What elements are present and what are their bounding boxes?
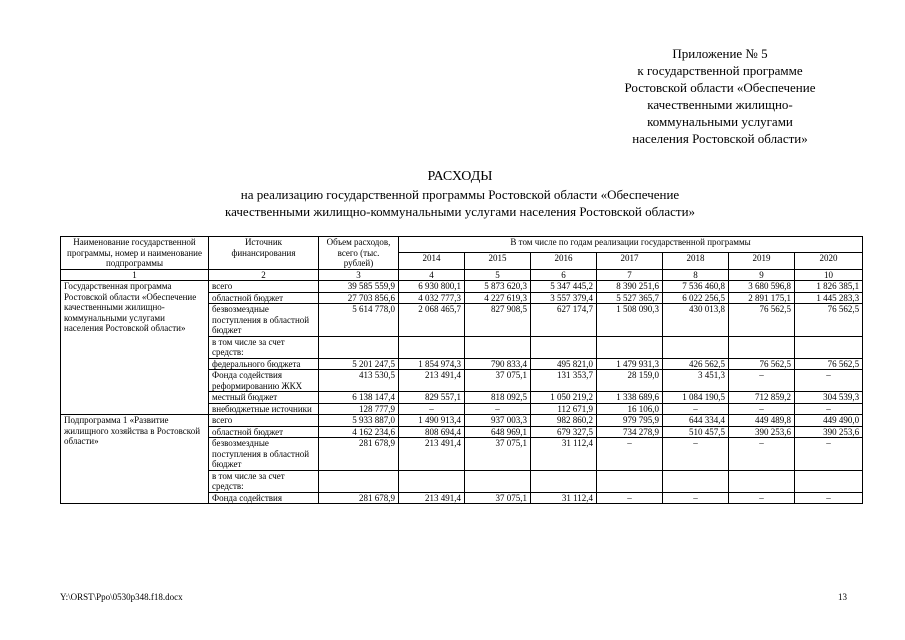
column-index: 9 — [729, 269, 795, 281]
year-value-cell: 430 013,8 — [663, 304, 729, 337]
appendix-line: к государственной программе — [637, 63, 803, 78]
funding-source-cell: внебюджетные источники — [209, 403, 319, 415]
year-value-cell: 304 539,3 — [795, 392, 863, 404]
year-value-cell — [663, 336, 729, 358]
year-value-cell: 790 833,4 — [465, 358, 531, 370]
header-year: 2017 — [597, 253, 663, 269]
column-index: 3 — [319, 269, 399, 281]
column-index-row — [61, 269, 863, 281]
year-value-cell: 5 527 365,7 — [597, 292, 663, 304]
footer-page-number: 13 — [838, 592, 847, 602]
appendix-line: коммунальными услугами — [647, 114, 793, 129]
header-year: 2020 — [795, 253, 863, 269]
year-value-cell: 2 891 175,1 — [729, 292, 795, 304]
expenses-table — [60, 236, 863, 504]
funding-source-cell: всего — [209, 281, 319, 293]
year-value-cell: – — [729, 438, 795, 471]
document-title: РАСХОДЫ — [427, 169, 493, 184]
year-value-cell: – — [663, 403, 729, 415]
year-value-cell: 937 003,3 — [465, 415, 531, 427]
year-value-cell: 213 491,4 — [399, 438, 465, 471]
column-index: 2 — [209, 269, 319, 281]
header-year: 2018 — [663, 253, 729, 269]
document-subtitle-line-1: на реализацию государственной программы Ростовской области «Обеспечение — [240, 187, 680, 202]
funding-source-cell: безвозмездные поступления в областной бюджет — [209, 304, 319, 337]
year-value-cell: 390 253,6 — [729, 426, 795, 438]
year-value-cell: 31 112,4 — [531, 492, 597, 504]
funding-source-cell: в том числе за счет средств: — [209, 336, 319, 358]
year-value-cell: 3 557 379,4 — [531, 292, 597, 304]
year-value-cell: 5 347 445,2 — [531, 281, 597, 293]
total-value-cell: 27 703 856,6 — [319, 292, 399, 304]
column-index: 6 — [531, 269, 597, 281]
funding-source-cell: всего — [209, 415, 319, 427]
year-value-cell: – — [663, 492, 729, 504]
year-value-cell — [597, 470, 663, 492]
year-value-cell: 390 253,6 — [795, 426, 863, 438]
total-value-cell — [319, 336, 399, 358]
year-value-cell: 1 826 385,1 — [795, 281, 863, 293]
appendix-line: населения Ростовской области» — [632, 131, 808, 146]
year-value-cell: 76 562,5 — [795, 304, 863, 337]
total-value-cell — [319, 470, 399, 492]
column-index: 7 — [597, 269, 663, 281]
year-value-cell: 679 327,5 — [531, 426, 597, 438]
year-value-cell — [729, 470, 795, 492]
funding-source-cell: федерального бюджета — [209, 358, 319, 370]
total-value-cell: 5 201 247,5 — [319, 358, 399, 370]
year-value-cell: – — [795, 403, 863, 415]
year-value-cell — [597, 336, 663, 358]
year-value-cell: 1 508 090,3 — [597, 304, 663, 337]
year-value-cell — [465, 470, 531, 492]
year-value-cell: 1 445 283,3 — [795, 292, 863, 304]
year-value-cell: 4 227 619,3 — [465, 292, 531, 304]
appendix-line: качественными жилищно- — [647, 97, 793, 112]
total-value-cell: 5 614 778,0 — [319, 304, 399, 337]
year-value-cell: 112 671,9 — [531, 403, 597, 415]
year-value-cell: 829 557,1 — [399, 392, 465, 404]
appendix-line: Приложение № 5 — [672, 46, 768, 61]
year-value-cell: 3 680 596,8 — [729, 281, 795, 293]
year-value-cell: 31 112,4 — [531, 438, 597, 471]
total-value-cell: 281 678,9 — [319, 492, 399, 504]
year-value-cell: – — [729, 403, 795, 415]
year-value-cell — [729, 336, 795, 358]
year-value-cell: – — [795, 370, 863, 392]
year-value-cell: 449 489,8 — [729, 415, 795, 427]
header-years-group: В том числе по годам реализации государственной программы — [399, 237, 863, 253]
year-value-cell: 76 562,5 — [795, 358, 863, 370]
year-value-cell: 5 873 620,3 — [465, 281, 531, 293]
year-value-cell: – — [729, 370, 795, 392]
year-value-cell: 76 562,5 — [729, 358, 795, 370]
year-value-cell: 3 451,3 — [663, 370, 729, 392]
year-value-cell: 1 338 689,6 — [597, 392, 663, 404]
year-value-cell: – — [795, 438, 863, 471]
year-value-cell: 712 859,2 — [729, 392, 795, 404]
total-value-cell: 5 933 887,0 — [319, 415, 399, 427]
year-value-cell — [465, 336, 531, 358]
year-value-cell: 37 075,1 — [465, 492, 531, 504]
year-value-cell: 979 795,9 — [597, 415, 663, 427]
year-value-cell: 76 562,5 — [729, 304, 795, 337]
year-value-cell: – — [795, 492, 863, 504]
year-value-cell — [663, 470, 729, 492]
year-value-cell: 6 930 800,1 — [399, 281, 465, 293]
funding-source-cell: в том числе за счет средств: — [209, 470, 319, 492]
funding-source-cell: местный бюджет — [209, 392, 319, 404]
header-total-expenses: Объем расходов, всего (тыс. рублей) — [319, 237, 399, 270]
appendix-note — [590, 45, 850, 147]
year-value-cell: – — [399, 403, 465, 415]
year-value-cell — [399, 470, 465, 492]
column-index: 4 — [399, 269, 465, 281]
year-value-cell: 734 278,9 — [597, 426, 663, 438]
total-value-cell: 281 678,9 — [319, 438, 399, 471]
header-program-name: Наименование государственной программы, номер и наименование подпрограммы — [61, 237, 209, 270]
year-value-cell: – — [465, 403, 531, 415]
year-value-cell: – — [663, 438, 729, 471]
year-value-cell — [795, 470, 863, 492]
year-value-cell: 627 174,7 — [531, 304, 597, 337]
document-subtitle-line-2: качественными жилищно-коммунальными услугами населения Ростовской области» — [224, 204, 696, 219]
year-value-cell: 131 353,7 — [531, 370, 597, 392]
header-year: 2019 — [729, 253, 795, 269]
header-row — [61, 237, 863, 253]
funding-source-cell: безвозмездные поступления в областной бюджет — [209, 438, 319, 471]
year-value-cell: 37 075,1 — [465, 438, 531, 471]
year-value-cell: 1 050 219,2 — [531, 392, 597, 404]
year-value-cell: 644 334,4 — [663, 415, 729, 427]
total-value-cell: 6 138 147,4 — [319, 392, 399, 404]
total-value-cell: 128 777,9 — [319, 403, 399, 415]
year-value-cell: 4 032 777,3 — [399, 292, 465, 304]
program-name-cell: Государственная программа Ростовской области «Обеспечение качественными жилищно-коммунальными услугами населения Ростовской области» — [61, 281, 209, 415]
year-value-cell: 1 479 931,3 — [597, 358, 663, 370]
total-value-cell: 413 530,5 — [319, 370, 399, 392]
year-value-cell: 818 092,5 — [465, 392, 531, 404]
year-value-cell — [399, 336, 465, 358]
total-value-cell: 39 585 559,9 — [319, 281, 399, 293]
year-value-cell: – — [597, 492, 663, 504]
year-value-cell: 1 490 913,4 — [399, 415, 465, 427]
column-index: 1 — [61, 269, 209, 281]
year-value-cell: 28 159,0 — [597, 370, 663, 392]
footer-file-path: Y:\ORST\Ppo\0530p348.f18.docx — [60, 592, 183, 602]
document-heading — [60, 168, 860, 220]
year-value-cell: 213 491,4 — [399, 492, 465, 504]
year-value-cell — [531, 336, 597, 358]
year-value-cell: 1 854 974,3 — [399, 358, 465, 370]
year-value-cell: 449 490,0 — [795, 415, 863, 427]
year-value-cell: 8 390 251,6 — [597, 281, 663, 293]
year-value-cell: 982 860,2 — [531, 415, 597, 427]
year-value-cell: 16 106,0 — [597, 403, 663, 415]
header-funding-source: Источник финансирования — [209, 237, 319, 270]
column-index: 10 — [795, 269, 863, 281]
year-value-cell — [795, 336, 863, 358]
year-value-cell: 510 457,5 — [663, 426, 729, 438]
year-value-cell: 7 536 460,8 — [663, 281, 729, 293]
year-value-cell: – — [597, 438, 663, 471]
year-value-cell: 6 022 256,5 — [663, 292, 729, 304]
year-value-cell: 213 491,4 — [399, 370, 465, 392]
total-value-cell: 4 162 234,6 — [319, 426, 399, 438]
header-year: 2016 — [531, 253, 597, 269]
funding-source-cell: областной бюджет — [209, 426, 319, 438]
year-value-cell: – — [729, 492, 795, 504]
year-value-cell: 1 084 190,5 — [663, 392, 729, 404]
year-value-cell: 808 694,4 — [399, 426, 465, 438]
year-value-cell: 827 908,5 — [465, 304, 531, 337]
column-index: 8 — [663, 269, 729, 281]
header-year: 2014 — [399, 253, 465, 269]
program-name-cell: Подпрограмма 1 «Развитие жилищного хозяйства в Ростовской области» — [61, 415, 209, 504]
year-value-cell: 2 068 465,7 — [399, 304, 465, 337]
year-value-cell: 495 821,0 — [531, 358, 597, 370]
funding-source-cell: областной бюджет — [209, 292, 319, 304]
column-index: 5 — [465, 269, 531, 281]
table-row — [61, 415, 863, 427]
funding-source-cell: Фонда содействия реформированию ЖКХ — [209, 370, 319, 392]
year-value-cell: 37 075,1 — [465, 370, 531, 392]
funding-source-cell: Фонда содействия — [209, 492, 319, 504]
year-value-cell: 648 969,1 — [465, 426, 531, 438]
table-row — [61, 281, 863, 293]
year-value-cell: 426 562,5 — [663, 358, 729, 370]
year-value-cell — [531, 470, 597, 492]
appendix-line: Ростовской области «Обеспечение — [624, 80, 816, 95]
header-year: 2015 — [465, 253, 531, 269]
